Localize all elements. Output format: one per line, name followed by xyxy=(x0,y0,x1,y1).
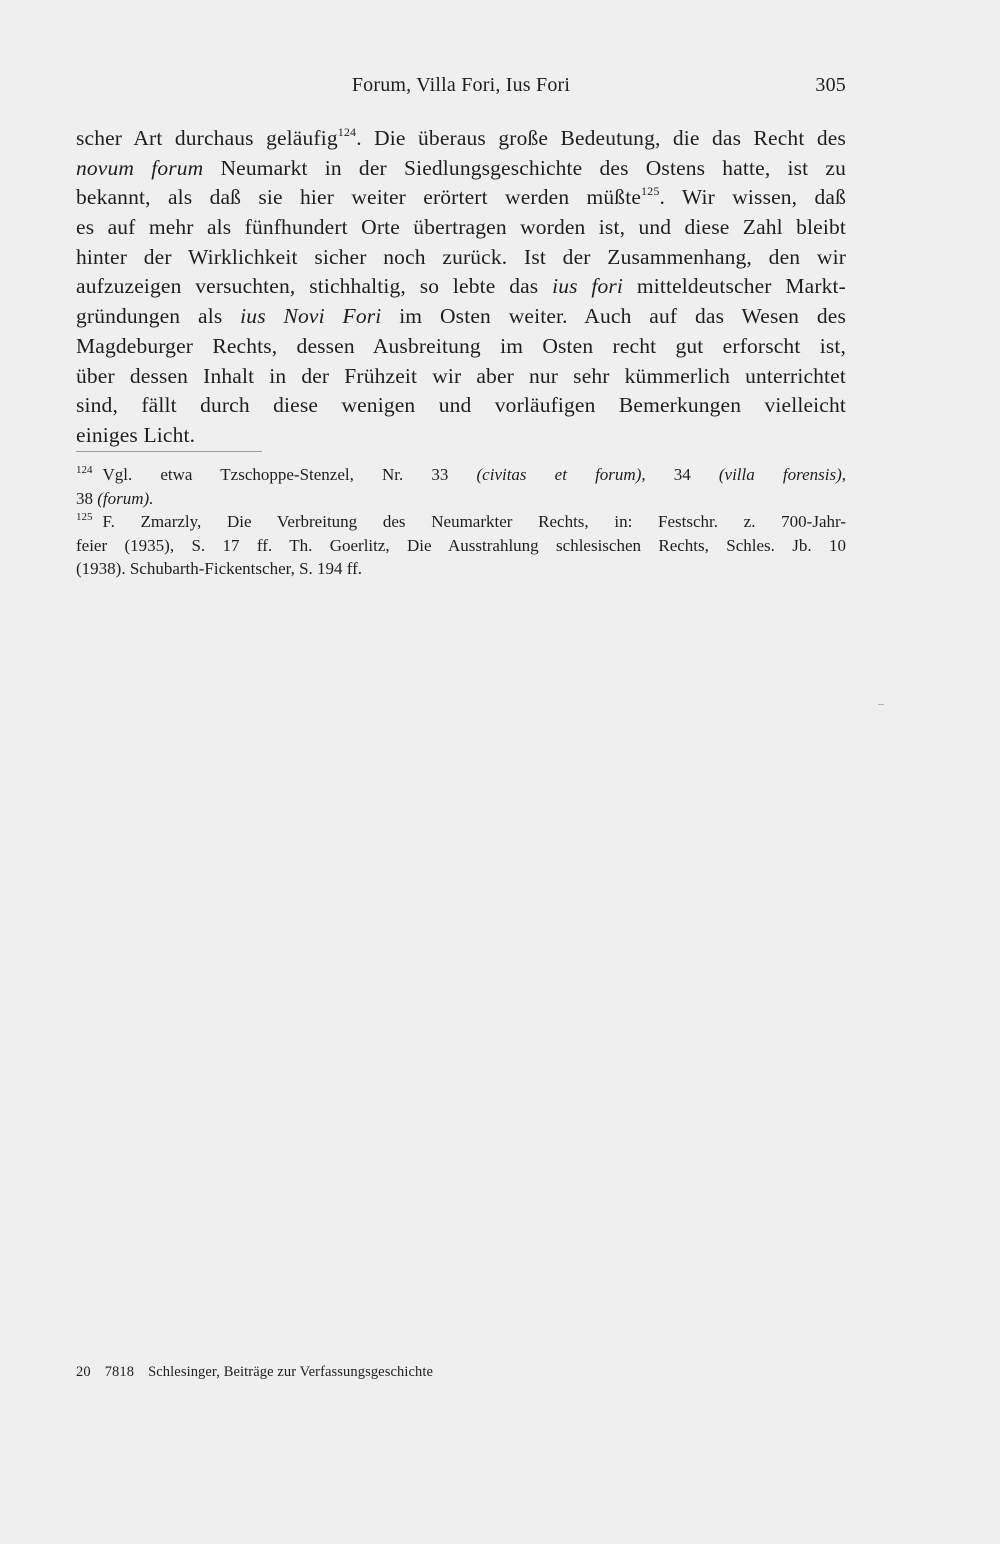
footnote-ref-124: 124 xyxy=(337,125,357,139)
text-run: bekannt, als daß sie hier weiter erörtert werden müßte xyxy=(76,185,642,210)
text-run: scher Art durchaus geläufig xyxy=(76,126,338,150)
footnote-ref-125: 125 xyxy=(641,184,660,199)
italic-term: (civitas et forum) xyxy=(476,465,642,484)
job-number: 7818 xyxy=(104,1364,135,1380)
text-line xyxy=(76,183,846,213)
italic-term: (forum). xyxy=(97,488,154,508)
text-line xyxy=(76,302,846,332)
body-paragraph xyxy=(76,124,846,451)
text-line: einiges Licht. xyxy=(76,422,196,447)
text-run: Neumarkt in der Siedlungsgeschichte des Ostens hatte, ist zu xyxy=(203,155,846,180)
footnote-number: 124 xyxy=(76,464,93,476)
footnote-124 xyxy=(76,463,846,487)
footnote-125 xyxy=(76,510,846,534)
page-number: 305 xyxy=(815,74,846,96)
footnote-number: 125 xyxy=(76,511,93,523)
italic-term: ius fori xyxy=(552,274,624,299)
footnotes xyxy=(76,463,846,581)
text-line: es auf mehr als fünfhundert Orte übertragen worden ist, und diese Zahl bleibt xyxy=(76,215,846,240)
text-run: Vgl. etwa Tzschoppe-Stenzel, Nr. 33 xyxy=(102,465,477,484)
text-run: aufzuzeigen versuchten, stichhaltig, so lebte das xyxy=(76,274,553,299)
text-run: F. Zmarzly, Die Verbreitung des Neumarkter Rechts, in: Festschr. z. 700-Jahr- xyxy=(102,512,846,531)
text-run: . Wir wissen, daß xyxy=(659,185,847,210)
text-run: mitteldeutscher Markt- xyxy=(623,274,846,299)
footnote-125-cont: (1938). Schubarth-Fickentscher, S. 194 ff. xyxy=(76,559,363,578)
running-head: Forum, Villa Fori, Ius Fori xyxy=(351,74,571,96)
text-line xyxy=(76,154,846,184)
text-line: sind, fällt durch diese wenigen und vorläufigen Bemerkungen vielleicht xyxy=(76,393,846,418)
text-run: im Osten weiter. Auch auf das Wesen des xyxy=(381,304,846,329)
footnote-divider xyxy=(76,451,262,452)
text-run: . Die überaus große Bedeutung, die das Recht des xyxy=(356,126,846,150)
italic-term: (villa forensis) xyxy=(718,465,842,484)
footnote-124-cont xyxy=(76,487,846,511)
page-header xyxy=(76,74,846,104)
text-run: gründungen als xyxy=(76,304,241,329)
text-line: über dessen Inhalt in der Frühzeit wir aber nur sehr kümmerlich unterrichtet xyxy=(76,363,846,388)
footnote-125-cont: feier (1935), S. 17 ff. Th. Goerlitz, Die Ausstrahlung schlesischen Rechts, Schles. Jb. 10 xyxy=(76,535,846,555)
text-run: , 34 xyxy=(641,465,719,484)
text-run: 38 xyxy=(76,488,98,508)
text-line xyxy=(76,272,846,302)
sheet-number: 20 xyxy=(76,1364,91,1380)
short-title: Schlesinger, Beiträge zur Verfassungsgeschichte xyxy=(148,1364,434,1380)
printer-signature xyxy=(76,1364,447,1381)
italic-term: ius Novi Fori xyxy=(240,304,382,329)
text-line xyxy=(76,124,846,154)
text-run: , xyxy=(841,465,846,484)
print-speck xyxy=(878,704,884,705)
text-line: Magdeburger Rechts, dessen Ausbreitung im Osten recht gut erforscht ist, xyxy=(76,333,846,358)
italic-term: novum forum xyxy=(76,155,204,180)
text-line: hinter der Wirklichkeit sicher noch zurück. Ist der Zusammenhang, den wir xyxy=(76,244,846,269)
